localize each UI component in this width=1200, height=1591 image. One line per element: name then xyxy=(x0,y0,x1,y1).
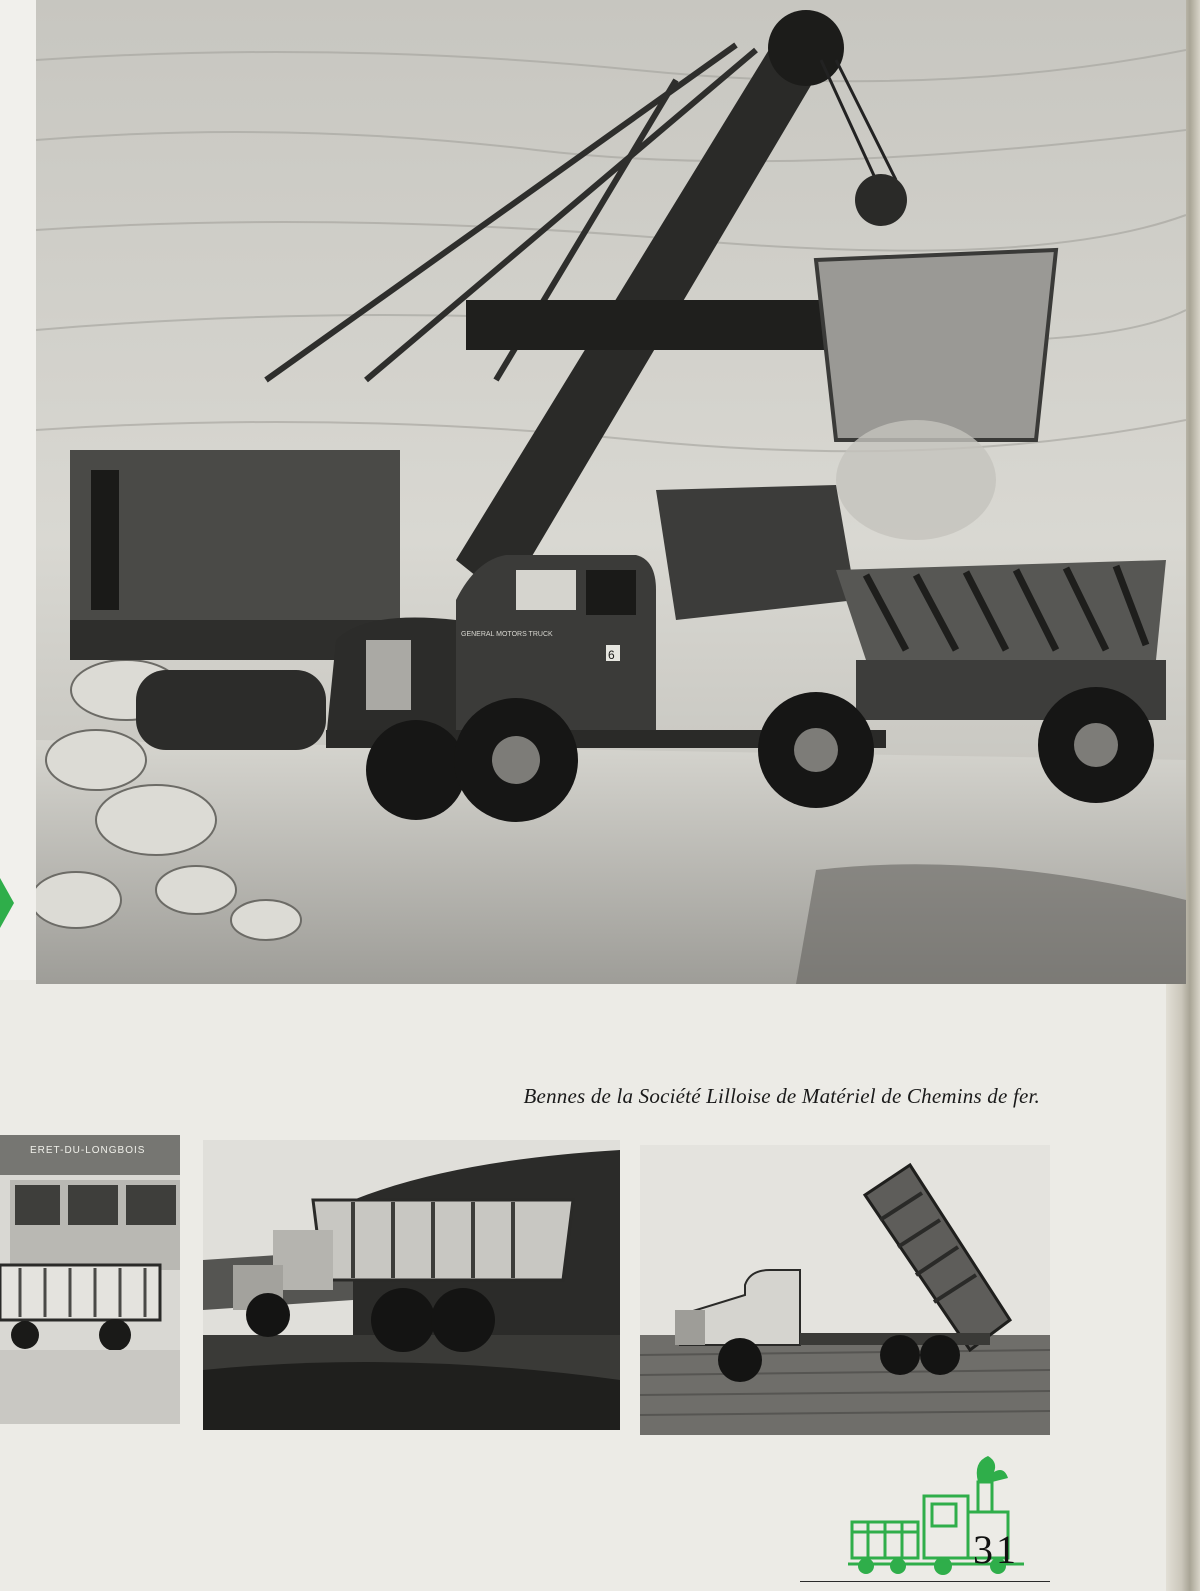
page-number: 31 xyxy=(973,1527,1019,1572)
main-photo-shovel-loading-truck xyxy=(36,0,1186,984)
photo-tipping-semi-trailer xyxy=(640,1145,1050,1435)
cab-lettering: GENERAL MOTORS TRUCK xyxy=(461,631,553,638)
building-sign-text: ERET-DU-LONGBOIS xyxy=(30,1145,146,1156)
photo-truck-at-building xyxy=(0,1135,180,1424)
green-tab-marker xyxy=(0,878,14,928)
footer-rule xyxy=(800,1581,1050,1582)
truck-number-label: 6 xyxy=(608,648,615,662)
photo-dump-truck-on-site xyxy=(203,1140,620,1430)
photo-caption: Bennes de la Société Lilloise de Matériel de Chemins de fer. xyxy=(523,1084,1040,1108)
